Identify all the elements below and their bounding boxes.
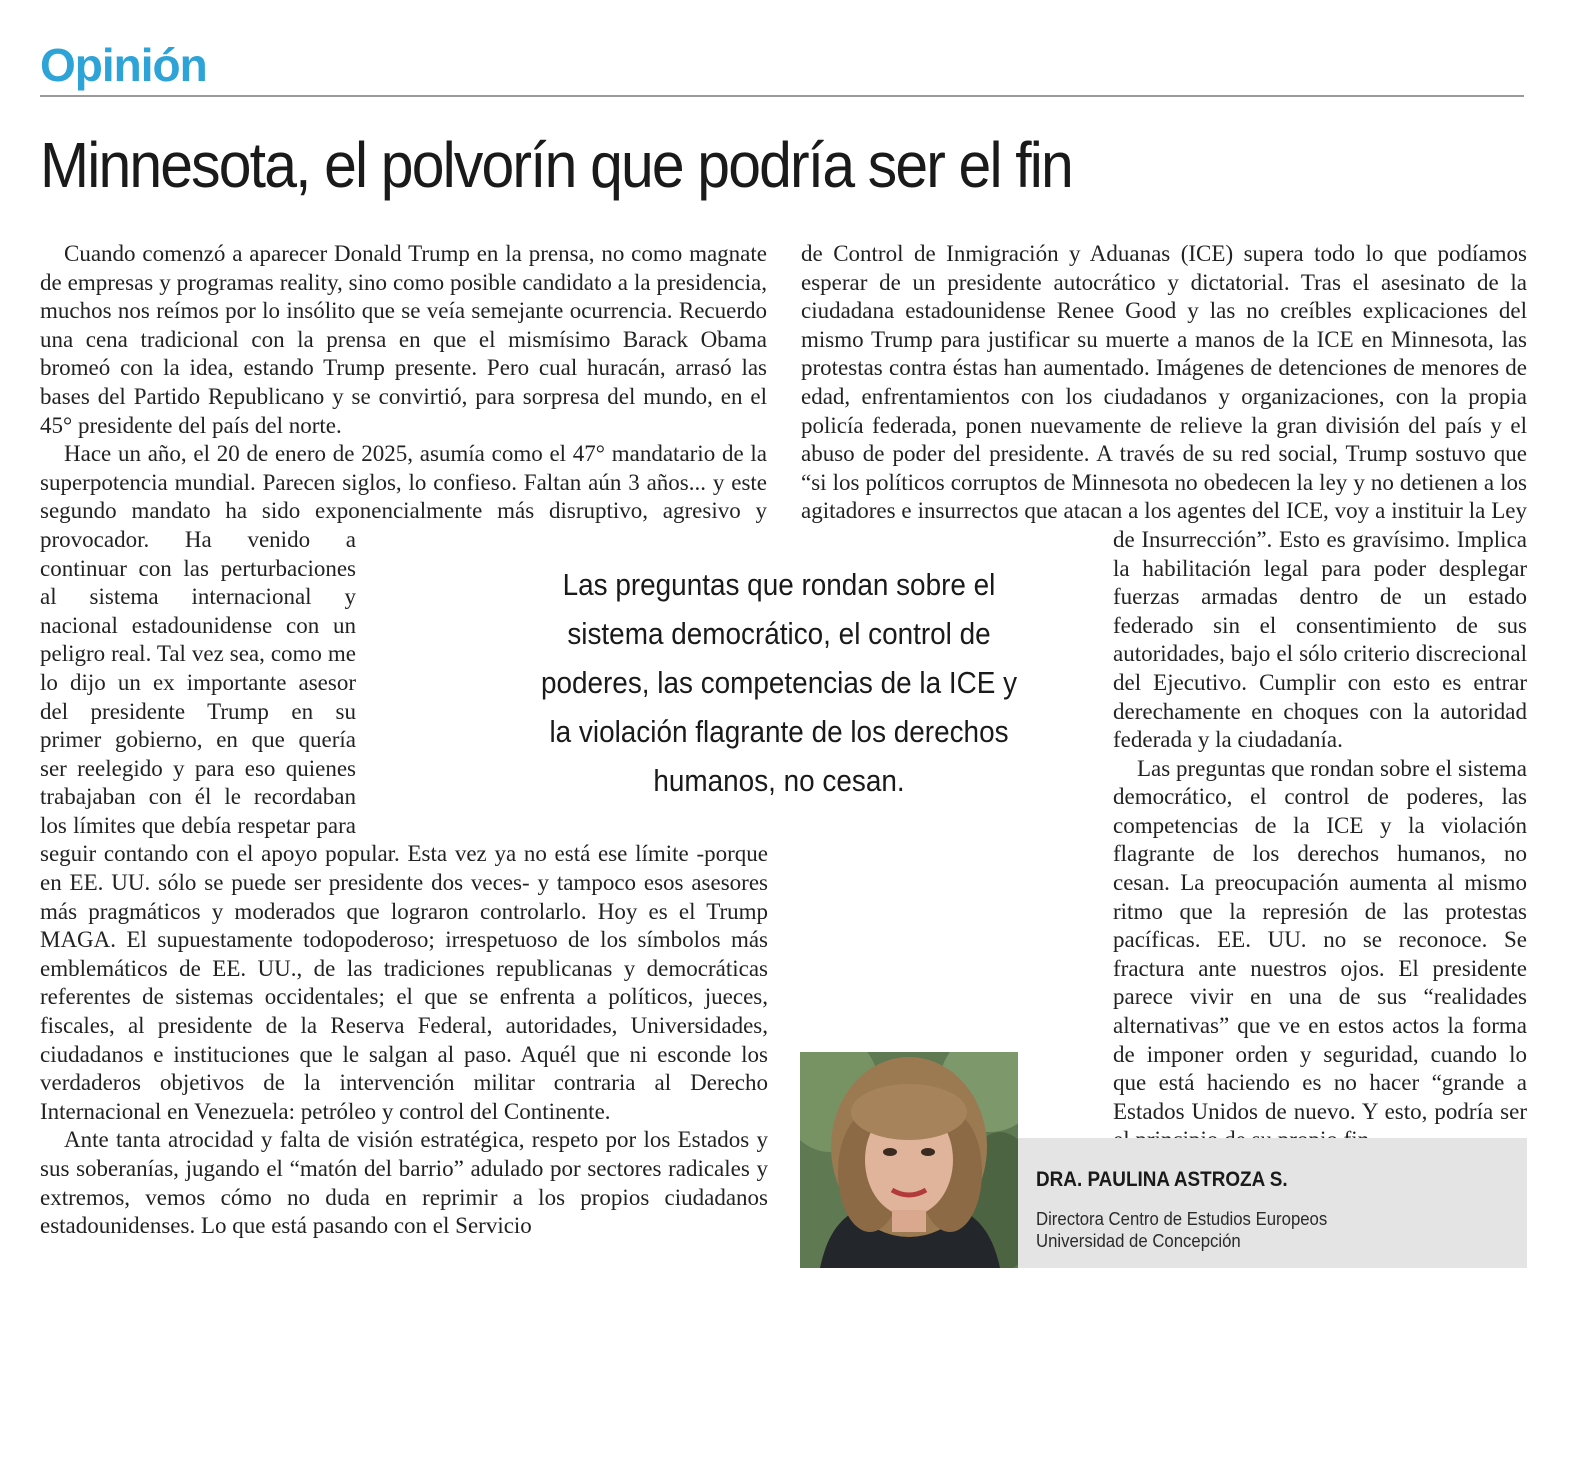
pull-quote: Las preguntas que rondan sobre el sistema democrático, el control de poderes, las competencias de la ICE y la violación flagrante de los derechos humanos, no cesan.: [540, 567, 1018, 798]
author-name: DRA. PAULINA ASTROZA S.: [1036, 1168, 1288, 1191]
paragraph-4: de Control de Inmigración y Aduanas (ICE) supera todo lo que podíamos esperar de un presidente autocrático y dictatorial. Tras el asesinato de la ciudadana estadounidense Renee Good y las no creíbles explicaciones del mismo Trump para justificar su muerte a manos de la ICE en Minnesota, las protestas contra éstas han aumentado. Imágenes de detenciones de menores de edad, enfrentamientos con los ciudadanos y organizaciones, con la propia policía federada, ponen nuevamente de relieve la gran división del país y el abuso de poder del presidente. A través de su red social, Trump sostuvo que “si los políticos corruptos de Minnesota no obedecen la ley y no detienen a los agitadores e insurrectos que atacan a los agentes del ICE, voy a instituir la Ley de Insurrección”. Esto es gravísimo. Implica la habilitación legal para poder desplegar fuerzas armadas dentro de un estado federado sin el consentimiento de sus autoridades, bajo el sólo criterio discrecional del Ejecutivo. Cumplir con esto es entrar derechamente en choques con la autoridad federada y la ciudadanía.: [801, 241, 1527, 753]
author-portrait-image: [800, 1052, 1018, 1268]
author-role-line-1: Directora Centro de Estudios Europeos: [1036, 1209, 1328, 1229]
paragraph-3: Ante tanta atrocidad y falta de visión estratégica, respeto por los Estados y sus soberanías, jugando el “matón del barrio” adulado por sectores radicales y extremos, vemos cómo no duda en reprimir a los propios ciudadanos estadounidenses. Lo que está pasando con el Servicio: [40, 1127, 768, 1239]
headline: Minnesota, el polvorín que podría ser el fin: [40, 129, 1072, 201]
paragraph-5: Las preguntas que rondan sobre el sistema democrático, el control de poderes, las competencias de la ICE y la violación flagrante de los derechos humanos, no cesan. La preocupación aumenta al mismo ritmo que la represión de las protestas pacíficas. EE. UU. no se reconoce. Se fractura ante nuestros ojos. El presidente parece vivir en una de sus “realidades alternativas” que ve en estos actos la forma de imponer orden y seguridad, cuando lo que está haciendo es no hacer “grande a Estados Unidos de nuevo. Y esto, podría ser: [1113, 755, 1527, 1124]
author-photo: [800, 1052, 1018, 1268]
author-role-line-2: Universidad de Concepción: [1036, 1231, 1241, 1251]
section-title: Opinión: [40, 39, 207, 91]
paragraph-1: Cuando comenzó a aparecer Donald Trump en la prensa, no como magnate de empresas y programas reality, sino como posible candidato a la presidencia, muchos nos reímos por lo insólito que se veía semejante ocurrencia. Recuerdo una cena tradicional con la prensa en que el mismísimo Barack Obama bromeó con la idea, estando Trump presente. Pero cual huracán, arrasó las bases del Partido Republicano y se convirtió, para sorpresa del mundo, en el 45° presidente del país del norte.: [40, 241, 767, 438]
section-divider: [40, 95, 1524, 97]
photo-wrap-area: [800, 1316, 1040, 1476]
author-affiliation: [1036, 1208, 1327, 1252]
paragraph-2: Hace un año, el 20 de enero de 2025, asumía como el 47° mandatario de la superpotencia mundial. Parecen siglos, lo confieso. Faltan aún 3 años... y este segundo mandato ha sido exponencialmente más disruptivo, agresivo y provocador. Ha venido a continuar con las perturbaciones al sistema internacional y nacional estadounidense con un peligro real. Tal vez sea, como me lo dijo un ex importante asesor del presidente Trump en su primer gobierno, en que quería ser reelegido y para eso quienes trabajaban con él le recordaban los límites que debía respetar para seguir contando con el apoyo popular. Esta vez ya no está ese límite -porque en EE. UU. sólo se puede ser presidente dos veces- y tampoco esos asesores más pragmáticos y moderados que lograron controlarlo. Hoy es el Trump MAGA. El supuestamente todopoderoso; irrespetuoso de los símbolos más emblemáticos de EE. UU., de las tradiciones republicanas y democráticas referentes de sistemas occidentales; el que se enfrenta a políticos, jueces, fiscales, al presidente de la Reserva Federal, autoridades, Universidades, ciudadanos e instituciones que le salgan al paso. Aquél que ni esconde los verdaderos objetivos de la intervención militar contraria al Derecho Internacional en Venezuela: petróleo y control del Continente.: [40, 441, 768, 1124]
